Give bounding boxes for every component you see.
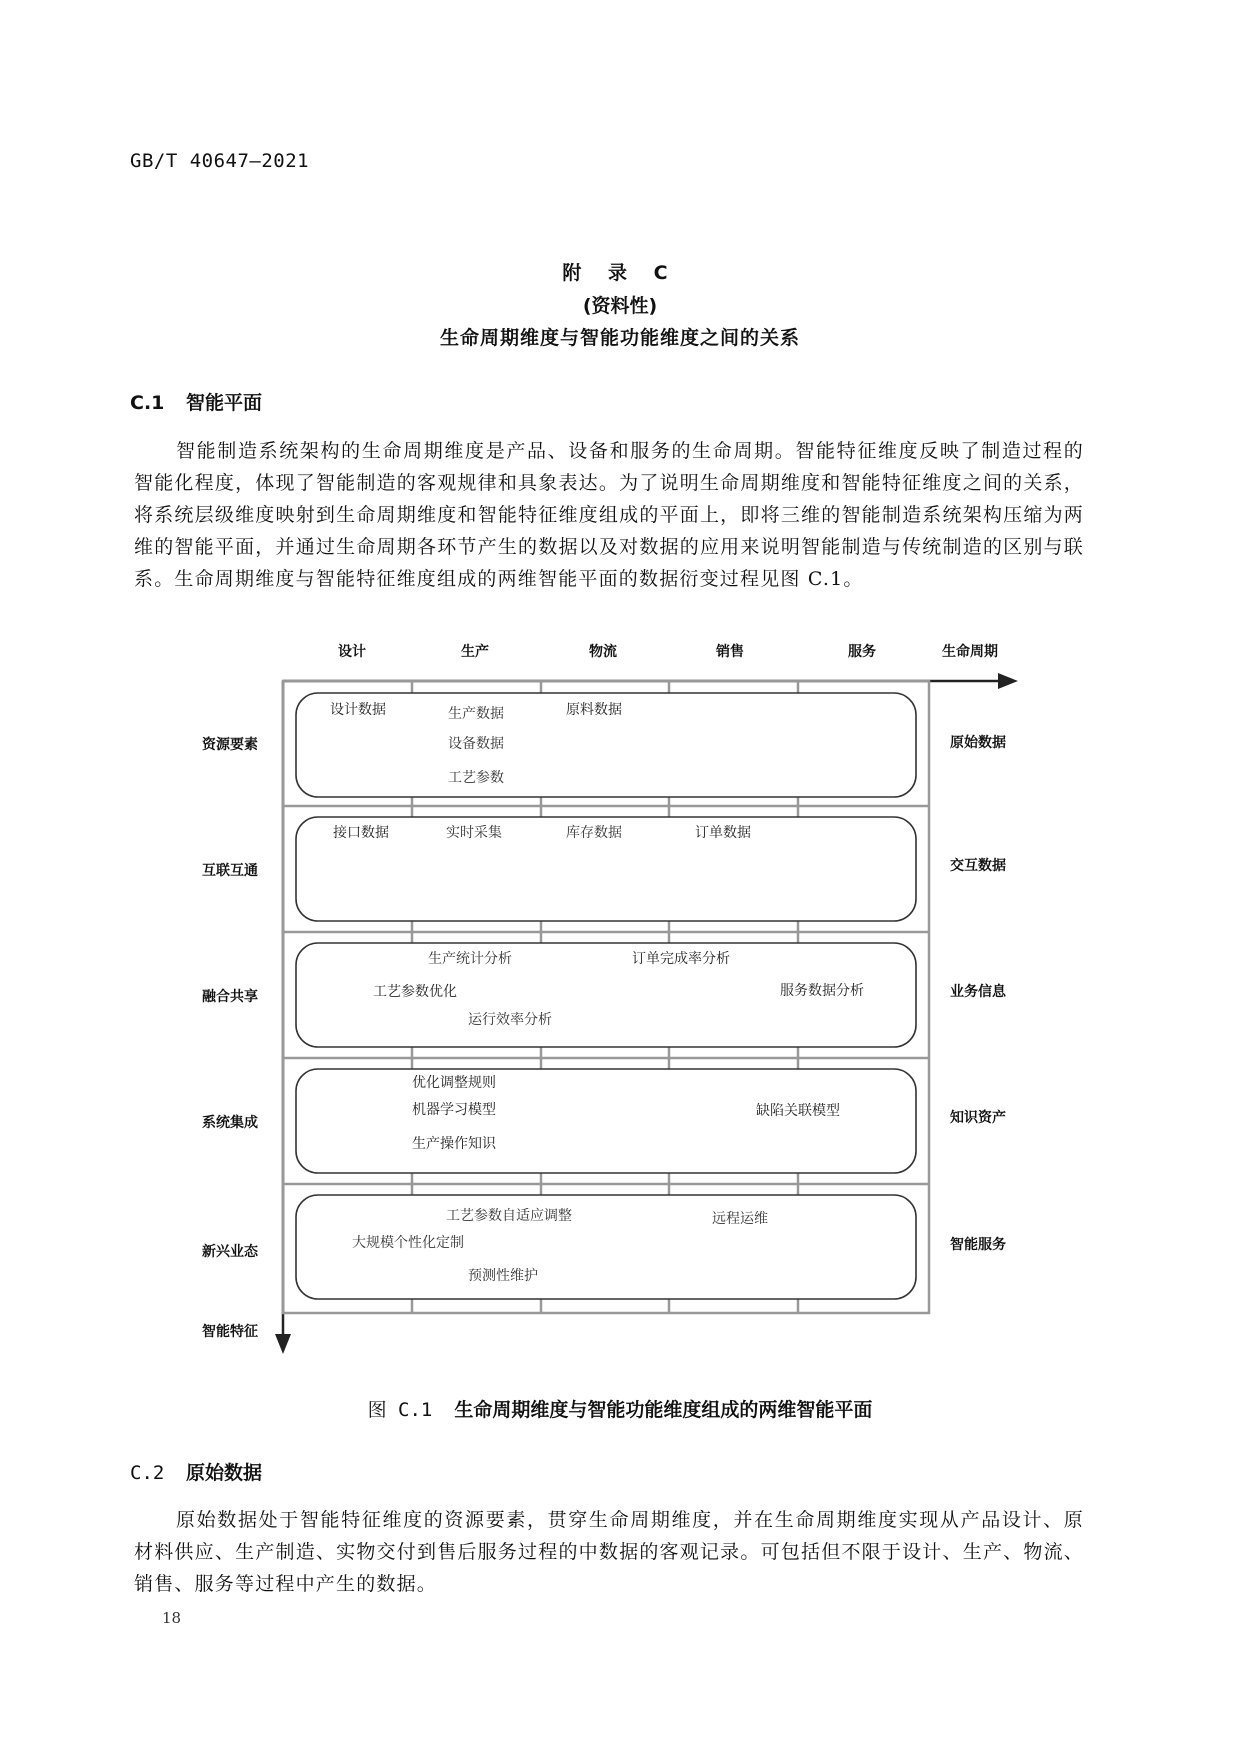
row-item: 订单完成率分析 xyxy=(632,951,730,967)
appendix-name: 生命周期维度与智能功能维度之间的关系 xyxy=(439,327,800,349)
row-item: 接口数据 xyxy=(333,825,389,841)
feature-label: 融合共享 xyxy=(202,989,258,1005)
row-item: 远程运维 xyxy=(712,1211,768,1227)
data-type-label: 知识资产 xyxy=(950,1110,1006,1126)
data-type-label: 原始数据 xyxy=(950,735,1006,751)
appendix-nature: (资料性) xyxy=(582,295,658,317)
section-c1-number: C.1 xyxy=(130,392,165,414)
row-item: 生产操作知识 xyxy=(412,1136,496,1152)
row-item: 生产统计分析 xyxy=(428,951,512,967)
row-item: 工艺参数自适应调整 xyxy=(446,1208,572,1224)
section-c2-paragraph: 原始数据处于智能特征维度的资源要素，贯穿生命周期维度，并在生命周期维度实现从产品设计、原材料供应、生产制造、实物交付到售后服务过程的中数据的客观记录。可包括但不限于设计、生产、物流、销售、服务等过程中产生的数据。 xyxy=(134,1509,1084,1595)
stage-label: 销售 xyxy=(716,644,744,660)
section-c2-heading xyxy=(130,1458,262,1485)
stage-label: 物流 xyxy=(589,644,617,660)
row-item: 设备数据 xyxy=(448,736,504,752)
data-type-label: 智能服务 xyxy=(950,1237,1006,1253)
standard-code: GB/T 40647—2021 xyxy=(130,150,310,172)
stage-label: 服务 xyxy=(848,644,876,660)
row-item: 库存数据 xyxy=(566,825,622,841)
row-band-4 xyxy=(296,1069,916,1173)
data-type-label: 业务信息 xyxy=(950,984,1006,1000)
row-item: 订单数据 xyxy=(695,825,751,841)
row-item: 原料数据 xyxy=(566,702,622,718)
appendix-title: 附 录 C xyxy=(562,262,678,284)
feature-axis-label: 智能特征 xyxy=(202,1324,258,1340)
figure-caption xyxy=(0,1395,1240,1422)
row-item: 运行效率分析 xyxy=(468,1012,552,1028)
section-c1-paragraph: 智能制造系统架构的生命周期维度是产品、设备和服务的生命周期。智能特征维度反映了制造过程的智能化程度，体现了智能制造的客观规律和具象表达。为了说明生命周期维度和智能特征维度之间的关系，将系统层级维度映射到生命周期维度和智能特征维度组成的平面上，即将三维的智能制造系统架构压缩为两维的智能平面，并通过生命周期各环节产生的数据以及对数据的应用来说明智能制造与传统制造的区别与联系。生命周期维度与智能特征维度组成的两维智能平面的数据衍变过程见图 C.1。 xyxy=(134,440,1084,590)
section-c2-title: 原始数据 xyxy=(186,1462,263,1484)
feature-axis-arrow xyxy=(275,1334,291,1354)
section-c2-number: C.2 xyxy=(130,1462,165,1484)
feature-label: 互联互通 xyxy=(202,863,258,879)
row-item: 缺陷关联模型 xyxy=(756,1103,840,1119)
data-type-label: 交互数据 xyxy=(950,858,1006,874)
row-item: 大规模个性化定制 xyxy=(352,1235,464,1251)
row-item: 工艺参数优化 xyxy=(373,984,457,1000)
feature-label: 资源要素 xyxy=(202,737,258,753)
row-item: 生产数据 xyxy=(448,706,504,722)
row-item: 预测性维护 xyxy=(468,1268,538,1284)
row-item: 优化调整规则 xyxy=(412,1075,496,1091)
row-item: 机器学习模型 xyxy=(412,1102,496,1118)
lifecycle-axis-label: 生命周期 xyxy=(942,644,998,660)
row-item: 工艺参数 xyxy=(448,770,504,786)
page-number: 18 xyxy=(162,1609,182,1627)
row-item: 实时采集 xyxy=(446,825,502,841)
row-item: 设计数据 xyxy=(330,702,386,718)
feature-label: 系统集成 xyxy=(202,1115,258,1131)
row-item: 服务数据分析 xyxy=(780,983,864,999)
lifecycle-axis-arrow xyxy=(998,673,1018,689)
section-c1-title: 智能平面 xyxy=(186,392,263,414)
figure-caption-number: 图 C.1 xyxy=(367,1399,433,1421)
feature-label: 新兴业态 xyxy=(202,1244,258,1260)
stage-label: 生产 xyxy=(461,644,489,660)
figure-caption-title: 生命周期维度与智能功能维度组成的两维智能平面 xyxy=(454,1399,873,1421)
stage-label: 设计 xyxy=(338,644,366,660)
